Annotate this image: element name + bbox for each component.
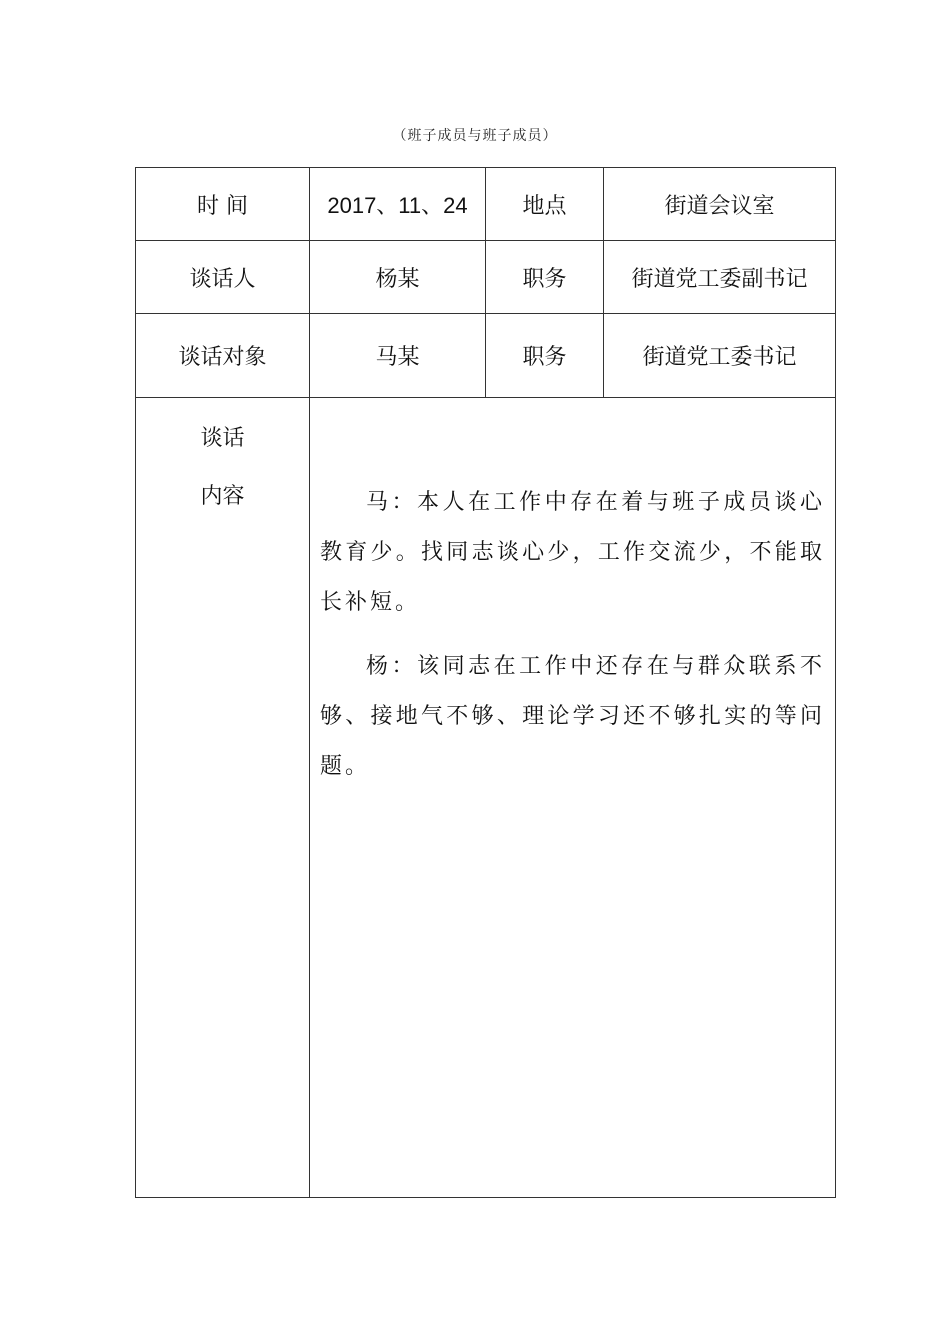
table-row — [136, 241, 836, 314]
form-subtitle: （班子成员与班子成员） — [392, 128, 558, 144]
speaker-value: 杨某 — [310, 241, 486, 314]
place-label: 地点 — [486, 168, 604, 241]
speaker-label: 谈话人 — [136, 241, 310, 314]
target-position-label: 职务 — [486, 314, 604, 398]
content-label-line1: 谈话 — [200, 426, 245, 451]
content-paragraph-yang: 杨：该同志在工作中还存在与群众联系不够、接地气不够、理论学习还不够扎实的等问题。 — [320, 654, 825, 779]
conversation-record-table — [135, 167, 836, 1198]
content-paragraph-ma: 马：本人在工作中存在着与班子成员谈心教育少。找同志谈心少，工作交流少，不能取长补短。 — [320, 490, 825, 615]
content-label-cell — [136, 398, 310, 1198]
time-value: 2017、11、24 — [310, 168, 486, 241]
speaker-position-label: 职务 — [486, 241, 604, 314]
table-row — [136, 168, 836, 241]
target-value: 马某 — [310, 314, 486, 398]
target-position-value: 街道党工委书记 — [604, 314, 836, 398]
table-row — [136, 314, 836, 398]
target-label: 谈话对象 — [136, 314, 310, 398]
time-label: 时 间 — [136, 168, 310, 241]
content-label-line2: 内容 — [200, 484, 245, 509]
table-row — [136, 398, 836, 1198]
place-value: 街道会议室 — [604, 168, 836, 241]
content-body-cell — [310, 398, 836, 1198]
speaker-position-value: 街道党工委副书记 — [604, 241, 836, 314]
